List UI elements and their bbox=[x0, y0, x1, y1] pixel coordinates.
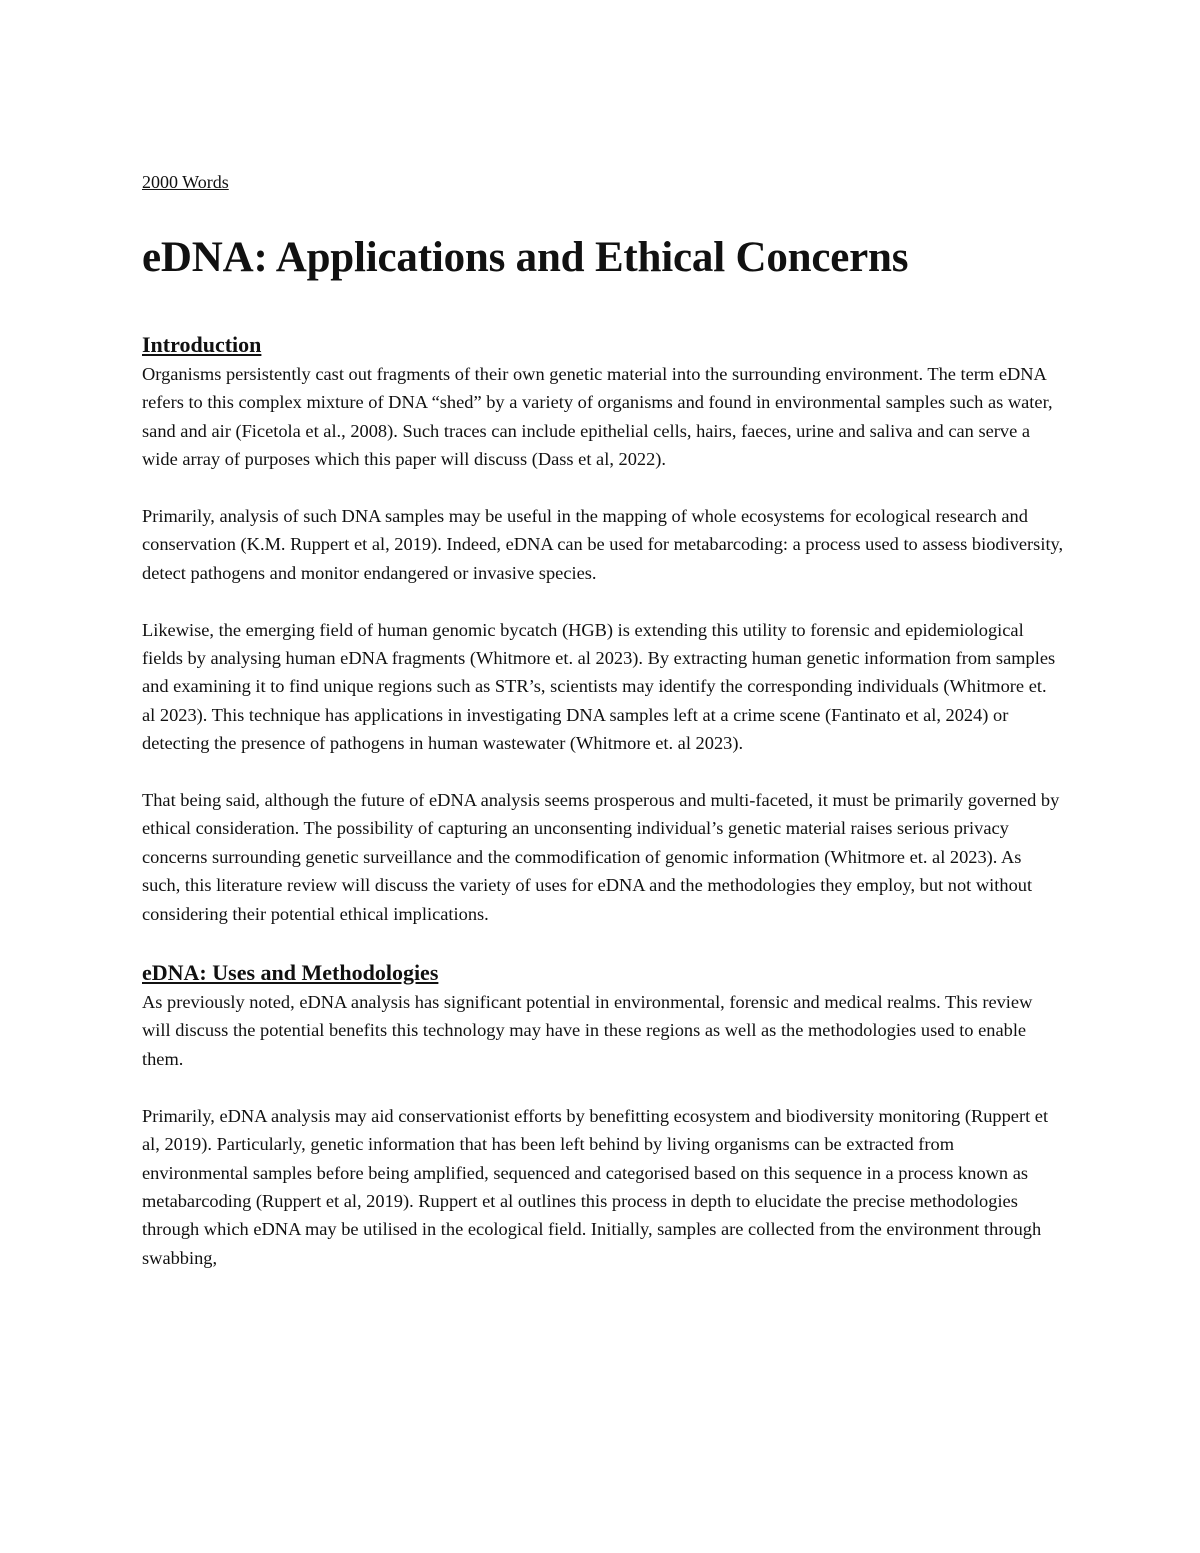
paragraph: Primarily, eDNA analysis may aid conservationist efforts by benefitting ecosystem and biodiversity monitoring (Ruppert et al, 2019). Particularly, genetic information that has been left behind by living organisms can be extracted from environmental samples before being amplified, sequenced and categorised based on this sequence in a process known as metabarcoding (Ruppert et al, 2019). Ruppert et al outlines this process in depth to elucidate the precise methodologies through which eDNA may be utilised in the ecological field. Initially, samples are collected from the environment through swabbing, bbox=[142, 1105, 1049, 1268]
paragraph: Likewise, the emerging field of human genomic bycatch (HGB) is extending this utility to forensic and epidemiological fields by analysing human eDNA fragments (Whitmore et. al 2023). By extracting human genetic information from samples and examining it to find unique regions such as STR’s, scientists may identify the corresponding individuals (Whitmore et. al 2023). This technique has applications in investigating DNA samples left at a crime scene (Fantinato et al, 2024) or detecting the presence of pathogens in human wastewater (Whitmore et. al 2023). bbox=[142, 619, 1056, 754]
paragraph: That being said, although the future of eDNA analysis seems prosperous and multi-faceted, it must be primarily governed by ethical consideration. The possibility of capturing an unconsenting individual’s genetic material raises serious privacy concerns surrounding genetic surveillance and the commodification of genomic information (Whitmore et. al 2023). As such, this literature review will discuss the variety of uses for eDNA and the methodologies they employ, but not without considering their potential ethical implications. bbox=[142, 790, 1060, 924]
paragraph: Organisms persistently cast out fragments of their own genetic material into the surrounding environment. The term eDNA refers to this complex mixture of DNA “shed” by a variety of organisms and found in environmental samples such as water, sand and air (Ficetola et al., 2008). Such traces can include epithelial cells, hairs, faeces, urine and saliva and can serve a wide array of purposes which this paper will discuss (Dass et al, 2022). bbox=[142, 364, 1053, 470]
document-title: eDNA: Applications and Ethical Concerns bbox=[142, 234, 909, 281]
section-heading-uses-and-methodologies: eDNA: Uses and Methodologies bbox=[142, 960, 439, 986]
paragraph: Primarily, analysis of such DNA samples may be useful in the mapping of whole ecosystems for ecological research and conservation (K.M. Ruppert et al, 2019). Indeed, eDNA can be used for metabarcoding: a process used to assess biodiversity, detect pathogens and monitor endangered or invasive species. bbox=[142, 506, 1064, 583]
paragraph: As previously noted, eDNA analysis has significant potential in environmental, forensic and medical realms. This review will discuss the potential benefits this technology may have in these regions as well as the methodologies used to enable them. bbox=[142, 992, 1033, 1069]
section-heading-introduction: Introduction bbox=[142, 332, 262, 357]
section-uses-body bbox=[142, 988, 1064, 1272]
word-count: 2000 Words bbox=[142, 172, 229, 192]
section-introduction-body bbox=[142, 360, 1064, 928]
document-page bbox=[142, 168, 1064, 1272]
